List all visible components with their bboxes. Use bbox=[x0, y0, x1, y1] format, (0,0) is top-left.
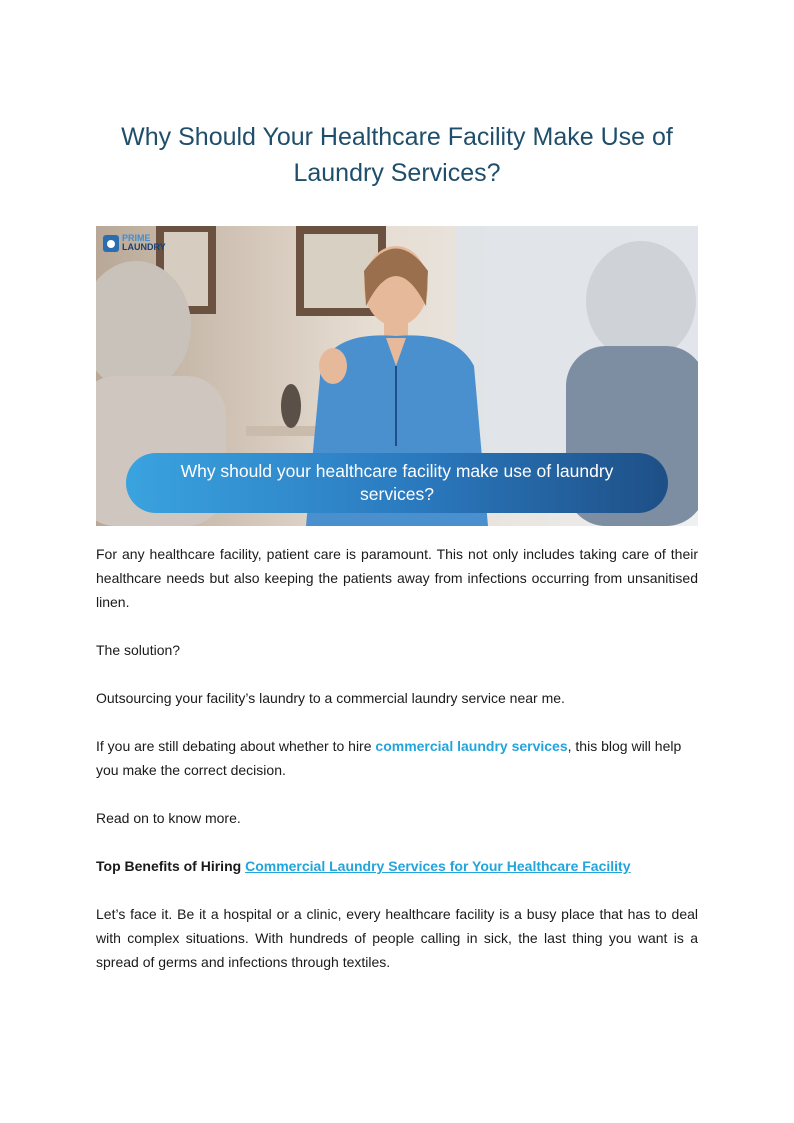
logo-line-2: LAUNDRY bbox=[122, 242, 166, 252]
hero-image bbox=[96, 226, 698, 526]
solution-question: The solution? bbox=[96, 642, 181, 658]
debate-text-start: If you are still debating about whether to hire bbox=[96, 738, 376, 754]
commercial-laundry-services-link[interactable]: commercial laundry services bbox=[375, 738, 568, 754]
face-it-paragraph: Let’s face it. Be it a hospital or a clinic, every healthcare facility is a busy place that has to deal with complex situations. With hundreds of people calling in sick, the last thing you want is a spread of germs and infections through textiles. bbox=[96, 906, 698, 970]
brand-logo bbox=[103, 234, 166, 252]
benefits-heading-prefix: Top Benefits of Hiring bbox=[96, 858, 246, 874]
solution-answer: Outsourcing your facility’s laundry to a commercial laundry service near me. bbox=[96, 690, 565, 706]
healthcare-laundry-link[interactable]: Commercial Laundry Services for Your Healthcare Facility bbox=[245, 858, 631, 874]
hero-banner-caption: Why should your healthcare facility make use of laundry services? bbox=[126, 453, 668, 513]
logo-line-1: PRIME bbox=[122, 233, 151, 243]
benefits-heading bbox=[96, 854, 698, 878]
debate-text-end: , this blog will help you make the correct decision. bbox=[96, 738, 682, 778]
page-title: Why Should Your Healthcare Facility Make Use of Laundry Services? bbox=[121, 123, 673, 187]
laundry-logo-icon bbox=[103, 235, 119, 252]
intro-paragraph: For any healthcare facility, patient care is paramount. This not only includes taking care of their healthcare needs but also keeping the patients away from infections occurring from unsanitised linen. bbox=[96, 546, 698, 610]
read-more-paragraph: Read on to know more. bbox=[96, 810, 241, 826]
debate-paragraph bbox=[96, 734, 698, 782]
